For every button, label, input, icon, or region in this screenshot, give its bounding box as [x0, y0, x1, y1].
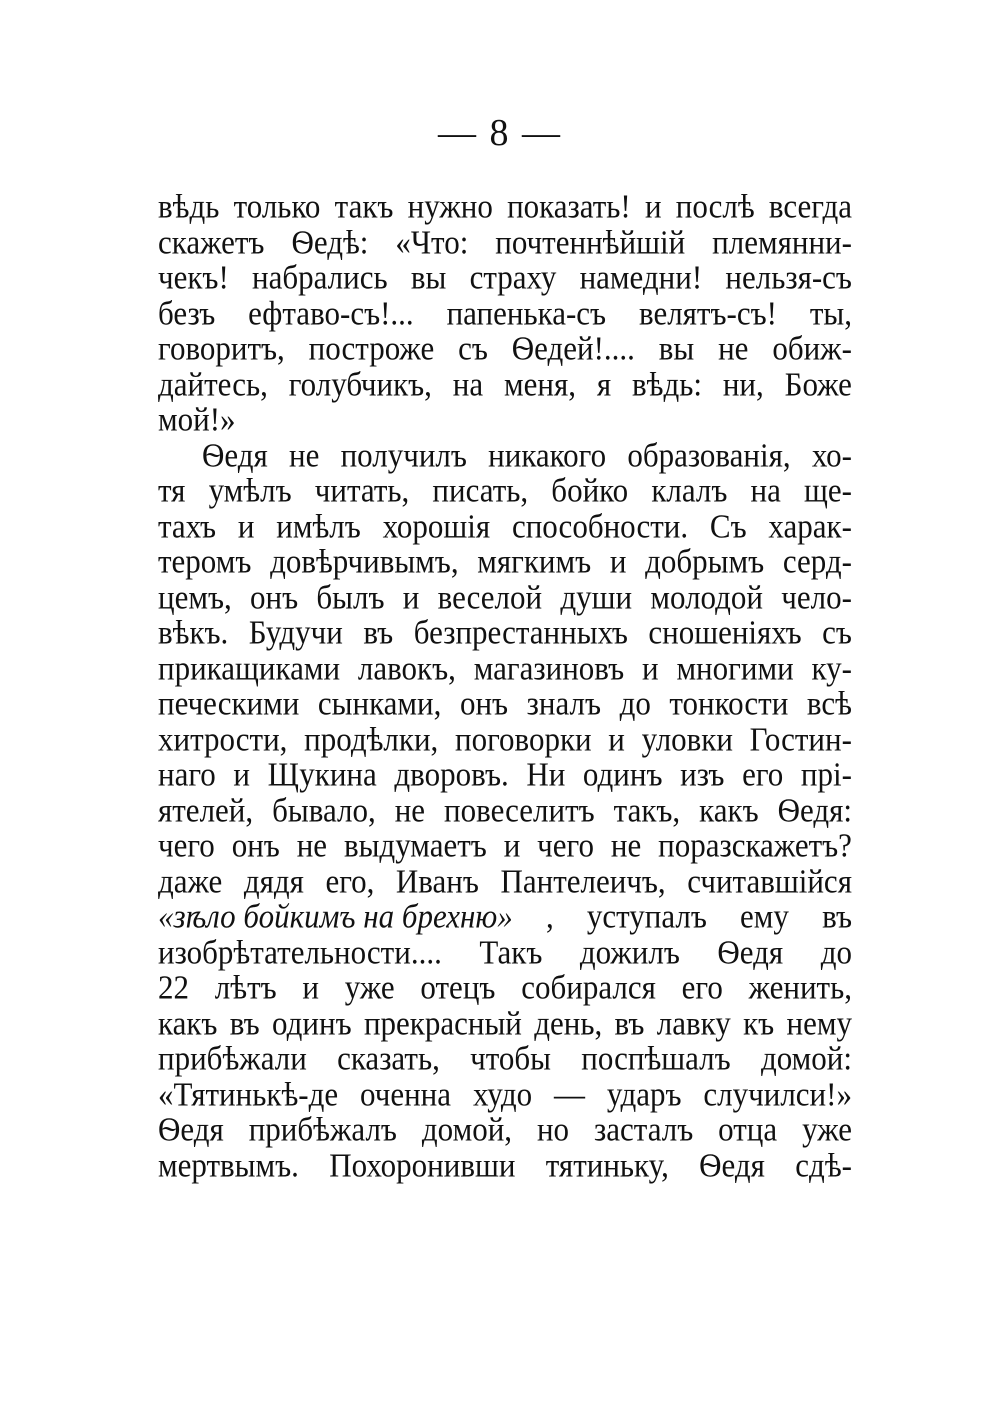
text-line	[158, 613, 852, 651]
page-number: — 8 —	[438, 112, 562, 154]
word: Ѳедя	[717, 932, 784, 971]
word: говоритъ,	[158, 329, 285, 367]
word: молодой	[650, 577, 764, 616]
word: вѣкъ.	[158, 613, 229, 651]
text-line	[158, 329, 852, 367]
word: клалъ	[651, 471, 728, 509]
word: дожилъ	[579, 932, 680, 971]
word: отецъ	[420, 968, 496, 1006]
word: скажетъ	[158, 222, 265, 261]
text-line	[158, 791, 852, 829]
word: но	[536, 1110, 570, 1148]
text-line	[158, 1075, 852, 1113]
word: какъ	[699, 790, 759, 829]
word: ефтаво-съ!...	[248, 293, 414, 332]
text-line	[158, 755, 852, 793]
word: Съ	[709, 506, 747, 545]
word: нему	[786, 1003, 852, 1042]
word: Похоронивши	[329, 1145, 516, 1184]
word: ку-	[811, 648, 852, 687]
word: съ	[822, 613, 852, 651]
word: и	[503, 826, 521, 864]
text-line	[158, 436, 852, 474]
word: вѣдь:	[631, 364, 702, 403]
word: мой!»	[158, 400, 236, 438]
word: въ	[614, 1003, 645, 1042]
word: домой:	[760, 1039, 852, 1077]
word: папенька-съ	[446, 293, 607, 332]
word: ще-	[804, 471, 852, 509]
word: случилси!»	[703, 1074, 852, 1113]
text-line	[158, 1004, 852, 1042]
word: прибѣжалъ	[248, 1110, 397, 1148]
italic-phrase: «зѣло бойкимъ на брехню»	[158, 897, 513, 935]
word: всегда	[768, 187, 852, 225]
word: Ѳедя:	[777, 790, 852, 829]
word: чекъ!	[158, 258, 229, 296]
word: мягкимъ	[477, 542, 592, 580]
word: прекрасный	[363, 1003, 522, 1042]
text-line	[158, 684, 852, 722]
word: построже	[308, 329, 435, 367]
word: поразскажетъ?	[658, 826, 852, 864]
word: нельзя-съ	[725, 258, 852, 296]
word: Такъ	[479, 932, 543, 971]
word: выдумаетъ	[343, 826, 487, 864]
word: дядя	[243, 861, 304, 900]
text-line	[158, 258, 852, 296]
text-line	[158, 400, 852, 438]
word: не	[289, 435, 320, 474]
word: Гостин-	[749, 719, 852, 758]
word: поспѣшалъ	[581, 1039, 731, 1077]
word: вы	[658, 329, 695, 367]
word: и	[402, 577, 420, 616]
text-line	[158, 1146, 852, 1184]
word: не	[718, 329, 749, 367]
word: имѣлъ	[276, 506, 361, 545]
word: къ	[743, 1003, 775, 1042]
word: безъ	[158, 293, 216, 332]
word: поговорки	[454, 719, 592, 758]
word: такъ	[334, 187, 394, 225]
word: цемъ,	[158, 577, 232, 616]
word: изобрѣтательности....	[158, 932, 442, 971]
word: Боже	[784, 364, 852, 403]
text-line	[158, 826, 852, 864]
word: въ	[229, 1003, 260, 1042]
word: только	[233, 187, 321, 225]
word: не	[610, 826, 642, 864]
word: отца	[718, 1110, 778, 1148]
word: и	[302, 968, 320, 1006]
word: нужно	[407, 187, 493, 225]
text-line	[158, 897, 852, 935]
word: чтобы	[470, 1039, 551, 1077]
text-line	[158, 1110, 852, 1148]
word: «Тятинькѣ-де	[158, 1074, 339, 1113]
word: харак-	[768, 506, 852, 545]
word: чего	[537, 826, 594, 864]
word: онъ	[231, 826, 280, 864]
word: печескими	[158, 684, 300, 722]
word: даже	[158, 861, 223, 900]
text-line	[158, 471, 852, 509]
word: день,	[534, 1003, 603, 1042]
word: никакого	[488, 435, 607, 474]
word: собирался	[521, 968, 656, 1006]
word: 22	[158, 968, 189, 1006]
word: въ	[822, 897, 852, 935]
word: и	[237, 506, 255, 545]
word: засталъ	[594, 1110, 694, 1148]
text-line	[158, 365, 852, 403]
word: его	[742, 755, 784, 793]
word: безпрестанныхъ	[413, 613, 628, 651]
word: прикащиками	[158, 648, 341, 687]
word: домой,	[421, 1110, 513, 1148]
word: веселой	[437, 577, 543, 616]
word: съ	[458, 329, 488, 367]
word: образованія,	[627, 435, 791, 474]
word: повеселитъ	[444, 790, 595, 829]
word: ты,	[809, 293, 852, 332]
word: хорошія	[382, 506, 491, 545]
word: уступалъ	[586, 897, 707, 935]
word: страху	[469, 258, 557, 296]
word: и	[233, 755, 250, 793]
word: теромъ	[158, 542, 252, 580]
word: сынками,	[317, 684, 442, 722]
word: сдѣ-	[795, 1145, 852, 1184]
word: Ѳедя	[202, 435, 268, 474]
word: тя	[158, 471, 186, 509]
word: продѣлки,	[304, 719, 439, 758]
word: не	[296, 826, 328, 864]
word: писать,	[432, 471, 529, 509]
word: магазиновъ	[473, 648, 625, 687]
word: уловки	[641, 719, 733, 758]
word: мертвымъ.	[158, 1145, 299, 1184]
word: хо-	[811, 435, 852, 474]
word: на	[452, 364, 484, 403]
word: дайтесь,	[158, 364, 268, 403]
word: лѣтъ	[214, 968, 277, 1006]
word: почтеннѣйшій	[495, 222, 686, 261]
word: получилъ	[340, 435, 467, 474]
word: худо	[472, 1074, 533, 1113]
word: сказать,	[337, 1039, 440, 1077]
word: голубчикъ,	[288, 364, 432, 403]
word: намедни!	[579, 258, 703, 296]
word: вы	[410, 258, 447, 296]
word: Будучи	[248, 613, 343, 651]
word: умѣлъ	[208, 471, 292, 509]
text-line	[158, 578, 852, 616]
word: былъ	[316, 577, 385, 616]
word: племянни-	[712, 222, 852, 261]
word: какъ	[158, 1003, 218, 1042]
word: многими	[676, 648, 794, 687]
word: уже	[802, 1110, 852, 1148]
word: изъ	[680, 755, 725, 793]
word: вѣдь	[158, 187, 220, 225]
word: на	[750, 471, 781, 509]
word: Ѳедя	[158, 1110, 224, 1148]
word: его,	[325, 861, 375, 900]
word: тахъ	[158, 506, 217, 545]
word: Ѳедя	[699, 1145, 765, 1184]
word: «Что:	[395, 222, 469, 261]
word: до	[619, 684, 651, 722]
word: оченна	[360, 1074, 452, 1113]
text-line	[158, 649, 852, 687]
word: прі-	[800, 755, 852, 793]
word: въ	[363, 613, 394, 651]
text-line	[158, 294, 852, 332]
word: Ѳедѣ:	[291, 222, 369, 261]
word: я	[596, 364, 612, 403]
word: хитрости,	[158, 719, 288, 758]
word: Ни	[526, 755, 566, 793]
word: Пантелеичъ,	[500, 861, 666, 900]
word: женить,	[748, 968, 852, 1006]
word: показать!	[507, 187, 631, 225]
word: способности.	[511, 506, 689, 545]
word: меня,	[504, 364, 576, 403]
text-line	[158, 933, 852, 971]
word: лавокъ,	[357, 648, 456, 687]
word: чело-	[781, 577, 852, 616]
word: обиж-	[772, 329, 852, 367]
word: его	[681, 968, 723, 1006]
word: сношеніяхъ	[648, 613, 802, 651]
text-line	[158, 1039, 852, 1077]
word: и	[608, 719, 625, 758]
text-line	[158, 862, 852, 900]
word: Ѳедей!....	[511, 329, 635, 367]
word: лавку	[656, 1003, 731, 1042]
word: и	[609, 542, 627, 580]
word: набрались	[252, 258, 388, 296]
word: послѣ	[675, 187, 755, 225]
word: и	[644, 187, 662, 225]
word: бойко	[551, 471, 629, 509]
text-line	[158, 542, 852, 580]
word: не	[394, 790, 426, 829]
word: всѣ	[806, 684, 852, 722]
text-line	[158, 507, 852, 545]
word: ни,	[722, 364, 764, 403]
word: Щукина	[267, 755, 377, 793]
word: велятъ-съ!	[638, 293, 777, 332]
word: наго	[158, 755, 216, 793]
word: такъ,	[613, 790, 681, 829]
word: бывало,	[272, 790, 376, 829]
word: одинъ	[272, 1003, 352, 1042]
word: и	[642, 648, 659, 687]
body-text	[158, 187, 852, 1184]
word: души	[560, 577, 633, 616]
word: дворовъ.	[394, 755, 509, 793]
word: прибѣжали	[158, 1039, 307, 1077]
word: уже	[344, 968, 395, 1006]
word: довѣрчивымъ,	[270, 542, 459, 580]
word: одинъ	[582, 755, 663, 793]
word: до	[820, 932, 852, 971]
word: чего	[158, 826, 215, 864]
word: ударъ	[606, 1074, 682, 1113]
word: онъ	[250, 577, 299, 616]
word: Иванъ	[395, 861, 479, 900]
word: тятиньку,	[545, 1145, 669, 1184]
word: ,	[545, 897, 554, 935]
word: читать,	[314, 471, 410, 509]
word: считавшійся	[687, 861, 852, 900]
word: ятелей,	[158, 790, 254, 829]
word: зналъ	[526, 684, 602, 722]
word: —	[554, 1074, 585, 1113]
word: ему	[740, 897, 789, 935]
word: онъ	[459, 684, 509, 722]
word: добрымъ	[645, 542, 765, 580]
word: серд-	[782, 542, 852, 580]
text-line	[158, 720, 852, 758]
text-line	[158, 968, 852, 1006]
text-line	[158, 223, 852, 261]
text-line	[158, 187, 852, 225]
word: тонкости	[669, 684, 789, 722]
